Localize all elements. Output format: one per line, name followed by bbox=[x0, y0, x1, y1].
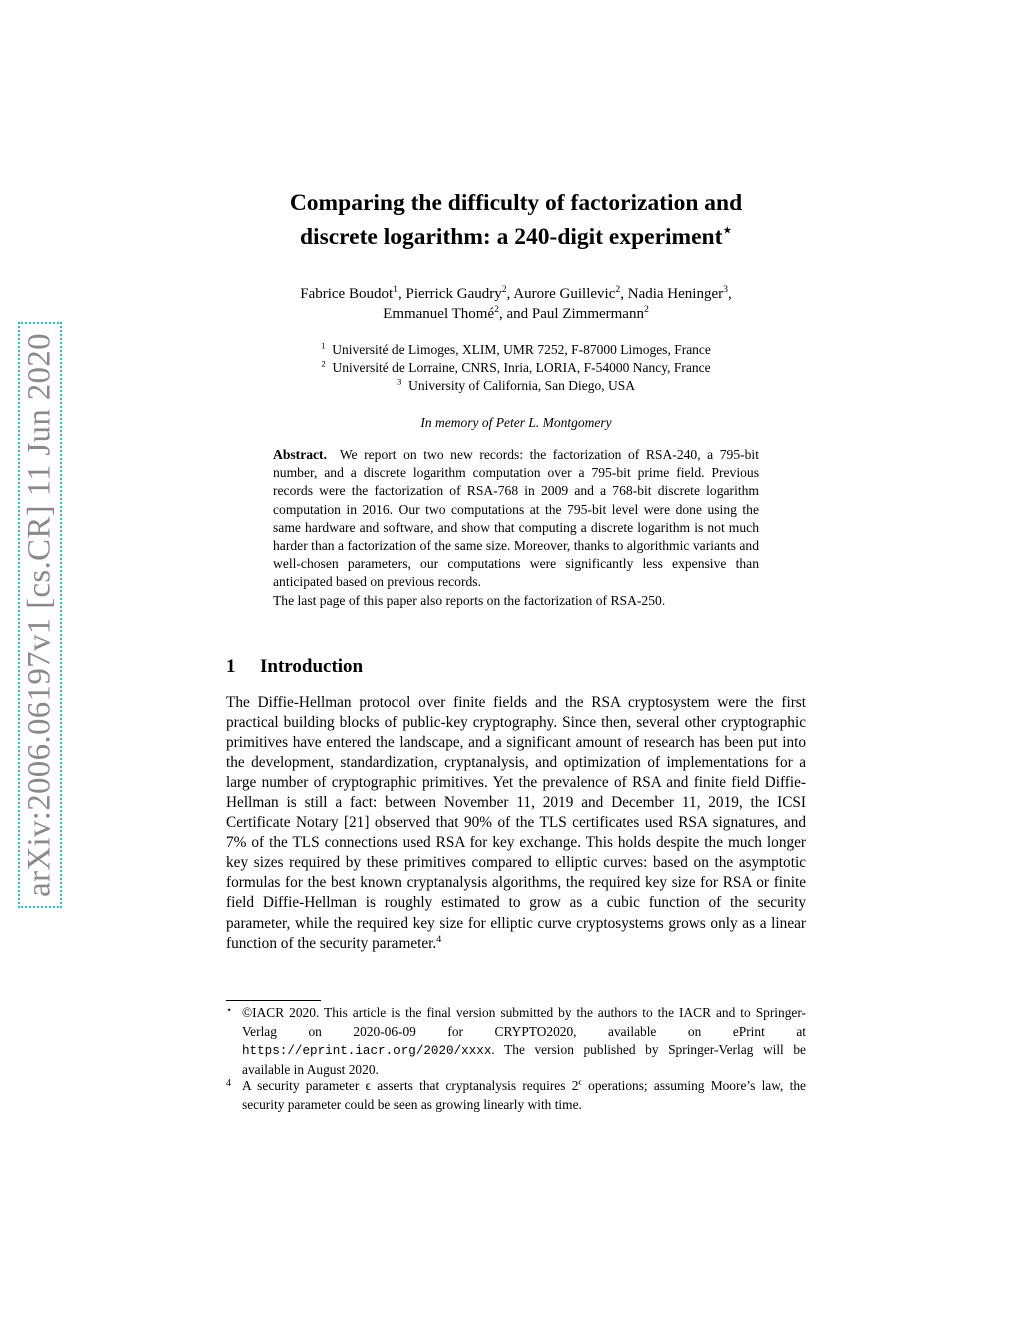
affiliation-item bbox=[226, 377, 806, 395]
abstract-last-line: The last page of this paper also reports on the factorization of RSA-250. bbox=[273, 592, 666, 608]
author-separator: , bbox=[620, 286, 628, 302]
footnote-text: A security parameter ϵ asserts that cryptanalysis requires 2 bbox=[242, 1078, 579, 1093]
intro-text: The Diffie-Hellman protocol over finite fields and the RSA cryptosystem were the first practical building blocks of public-key cryptography. Since then, several other cryptographic primitives have entered the landscape, and a significant amount of research has been put into the development, standardization, cryptanalysis, and optimization of implementations for a large number of cryptographic primitives. Yet the prevalence of RSA and finite field Diffie-Hellman is still a fact: between November 11, 2019 and December 11, 2019, the ICSI Certificate Notary [21] observed that 90% of the TLS certificates used RSA signatures, and 7% of the TLS connections used RSA for key exchange. This holds despite the much longer key sizes required by these primitives compared to elliptic curves: based on the asymptotic formulas for the best known cryptanalysis algorithms, the required key size for RSA or finite field Diffie-Hellman is roughly estimated to grow as a cubic function of the security parameter, while the required key size for elliptic curve cryptosystems grows only as a linear function of the security parameter. bbox=[226, 694, 806, 952]
author-separator: , bbox=[728, 286, 732, 302]
affiliation-number: 3 bbox=[397, 376, 402, 387]
footnote-exponent: ϵ bbox=[578, 1076, 582, 1087]
eprint-link[interactable]: https://eprint.iacr.org/2020/xxxx bbox=[242, 1044, 492, 1058]
paper-title bbox=[226, 186, 806, 254]
section-number: 1 bbox=[226, 656, 236, 677]
abstract bbox=[273, 446, 759, 610]
abstract-text: We report on two new records: the factorization of RSA-240, a 795-bit number, and a discrete logarithm computation over a 795-bit prime field. Previous records were the factorization of RSA-768 in 2009 and a 768-bit discrete logarithm computation in 2016. Our two computations at the 795-bit level were done using the same hardware and software, and show that computing a discrete logarithm is not much harder than a factorization of the same size. Moreover, thanks to algorithmic variants and well-chosen parameters, our computations were significantly less expensive than anticipated based on previous records. bbox=[273, 447, 759, 590]
affiliation-number: 1 bbox=[321, 340, 326, 351]
author: Nadia Heninger bbox=[627, 286, 724, 302]
affiliations bbox=[226, 341, 806, 395]
author-affiliation-mark: 2 bbox=[494, 304, 499, 315]
affiliation-item bbox=[226, 359, 806, 377]
abstract-body bbox=[273, 446, 759, 592]
affiliation-text: Université de Lorraine, CNRS, Inria, LORIA, F-54000 Nancy, France bbox=[332, 360, 711, 375]
footnote-security-parameter bbox=[226, 1076, 806, 1114]
affiliation-number: 2 bbox=[321, 358, 326, 369]
section-title: Introduction bbox=[260, 656, 364, 677]
footnote-ref: 4 bbox=[436, 933, 442, 945]
author-affiliation-mark: 3 bbox=[723, 284, 728, 295]
footnote-text: ©IACR 2020. This article is the final version submitted by the authors to the IACR and to Springer-Verlag on 2020-06-09 for CRYPTO2020, available on ePrint at bbox=[242, 1005, 806, 1039]
title-line-2: discrete logarithm: a 240-digit experiment bbox=[299, 224, 723, 250]
dedication: In memory of Peter L. Montgomery bbox=[420, 415, 612, 430]
author-separator: , bbox=[398, 286, 406, 302]
footnote-copyright bbox=[226, 1004, 806, 1079]
author: Paul Zimmermann bbox=[531, 306, 644, 322]
author-affiliation-mark: 2 bbox=[643, 304, 649, 315]
author-affiliation-mark: 2 bbox=[501, 284, 507, 295]
section-heading bbox=[226, 656, 363, 678]
arxiv-stamp bbox=[18, 322, 62, 908]
author-separator: , bbox=[506, 286, 514, 302]
author-list bbox=[226, 284, 806, 324]
author: Fabrice Boudot bbox=[300, 286, 394, 302]
arxiv-identifier: arXiv:2006.06197v1 [cs.CR] 11 Jun 2020 bbox=[21, 333, 58, 897]
author: Emmanuel Thomé bbox=[383, 306, 495, 322]
affiliation-text: University of California, San Diego, USA bbox=[408, 378, 635, 393]
footnote-rule bbox=[226, 1000, 321, 1001]
abstract-label: Abstract. bbox=[273, 447, 327, 462]
intro-paragraph bbox=[226, 693, 806, 954]
affiliation-text: Université de Limoges, XLIM, UMR 7252, F-87000 Limoges, France bbox=[332, 342, 711, 357]
author-affiliation-mark: 1 bbox=[393, 284, 399, 295]
author-separator: , and bbox=[498, 306, 532, 322]
footnote-mark: ⋆ bbox=[226, 1005, 233, 1016]
title-star-mark: ⋆ bbox=[722, 222, 733, 240]
author-affiliation-mark: 2 bbox=[615, 284, 621, 295]
footnote-mark: 4 bbox=[226, 1078, 231, 1089]
title-line-1: Comparing the difficulty of factorization and bbox=[289, 190, 743, 216]
footnote-text: operations; assuming Moore’s law, the security parameter could be seen as growing linearly with time. bbox=[242, 1078, 806, 1112]
footnote-text: . The version published by Springer-Verlag will be available in August 2020. bbox=[242, 1042, 806, 1077]
author: Aurore Guillevic bbox=[513, 286, 616, 302]
author: Pierrick Gaudry bbox=[405, 286, 502, 302]
affiliation-item bbox=[226, 341, 806, 359]
